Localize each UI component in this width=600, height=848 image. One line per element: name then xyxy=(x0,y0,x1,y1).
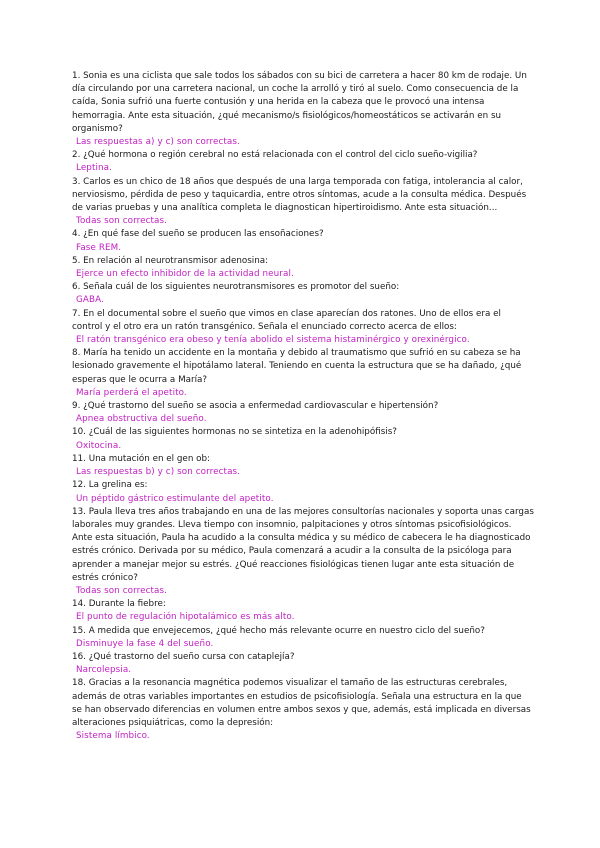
answer-text: Ejerce un efecto inhibidor de la actividad neural. xyxy=(76,269,294,280)
answer-text: Oxitocina. xyxy=(76,440,122,451)
question-text: 5. En relación al neurotransmisor adenosina: xyxy=(72,255,269,266)
question-text: 3. Carlos es un chico de 18 años que después de una larga temporada con fatiga, intolerancia al calor, nerviosismo, pérdida de peso y taquicardia, entre otros síntomas, acude a la consulta médica. Después de varias pruebas y una analítica completa le diagnostican hipertiroidismo. Ante esta situación... xyxy=(72,176,527,214)
question-text: 1. Sonia es una ciclista que sale todos los sábados con su bici de carretera a hacer 80 km de rodaje. Un día circulando por una carretera nacional, un coche la arrolló y tiró al suelo. Como consecuencia de la caída, Sonia sufrió una fuerte contusión y una herida en la cabeza que le provocó una intensa hemorragia. Ante esta situación, ¿qué mecanismo/s fisiológicos/homeostáticos se activarán en su organismo? xyxy=(72,71,527,134)
answer-text: Todas son correctas. xyxy=(76,585,168,596)
question-text: 4. ¿En qué fase del sueño se producen las ensoñaciones? xyxy=(72,229,324,240)
question-text: 10. ¿Cuál de las siguientes hormonas no se sintetiza en la adenohipófisis? xyxy=(72,427,397,438)
question-text: 14. Durante la fiebre: xyxy=(72,599,166,610)
question-text: 15. A medida que envejecemos, ¿qué hecho más relevante ocurre en nuestro ciclo del sueño? xyxy=(72,625,485,636)
question-text: 8. María ha tenido un accidente en la montaña y debido al traumatismo que sufrió en su cabeza se ha lesionado gravemente el hipotálamo lateral. Teniendo en cuenta la estructura que se ha dañado, ¿qué esperas que le ocurra a María? xyxy=(72,348,522,385)
answer-text: El ratón transgénico era obeso y tenía abolido el sistema histaminérgico y orexinérgico. xyxy=(76,335,470,346)
question-text: 13. Paula lleva tres años trabajando en una de las mejores consultorías nacionales y soporta unas cargas laborales muy grandes. Lleva tiempo con insomnio, palpitaciones y otros síntomas psicofisiológicos. Ante esta situación, Paula ha acudido a la consulta médica y su médico de cabecera le ha diagnosticado estrés crónico. Derivada por su médico, Paula comenzará a acudir a la consulta de la psicóloga para aprender a manejar mejor su estrés. ¿Qué reacciones fisiológicas tienen lugar ante esta situación de estrés crónico? xyxy=(72,506,534,583)
answer-text: Las respuestas a) y c) son correctas. xyxy=(76,137,240,148)
answer-text: Todas son correctas. xyxy=(76,216,168,227)
question-text: 9. ¿Qué trastorno del sueño se asocia a enfermedad cardiovascular e hipertensión? xyxy=(72,401,439,412)
answer-text: Narcolepsia. xyxy=(76,665,132,676)
question-text: 12. La grelina es: xyxy=(72,480,148,491)
answer-text: GABA. xyxy=(76,295,104,306)
answer-text: Apnea obstructiva del sueño. xyxy=(76,414,207,425)
answer-text: Un péptido gástrico estimulante del apetito. xyxy=(76,493,274,504)
answer-text: Las respuestas b) y c) son correctas. xyxy=(76,467,241,478)
answer-text: Disminuye la fase 4 del sueño. xyxy=(76,638,214,649)
question-text: 18. Gracias a la resonancia magnética podemos visualizar el tamaño de las estructuras cerebrales, además de otras variables importantes en estudios de psicofisiología. Señala una estructura en la que se han observado diferencias en volumen entre ambos sexos y que, además, está implicada en diversas alteraciones psiquiátricas, como la depresión: xyxy=(72,678,531,728)
answer-text: María perderá el apetito. xyxy=(76,387,187,398)
question-text: 16. ¿Qué trastorno del sueño cursa con cataplejía? xyxy=(72,651,295,662)
answer-text: El punto de regulación hipotalámico es más alto. xyxy=(76,612,295,623)
question-text: 7. En el documental sobre el sueño que vimos en clase aparecían dos ratones. Uno de ellos era el control y el otro era un ratón transgénico. Señala el enunciado correcto acerca de ellos: xyxy=(72,308,501,332)
question-text: 6. Señala cuál de los siguientes neurotransmisores es promotor del sueño: xyxy=(72,282,400,293)
answer-text: Fase REM. xyxy=(76,242,122,253)
question-list xyxy=(72,70,534,743)
question-text: 11. Una mutación en el gen ob: xyxy=(72,453,211,464)
question-text: 2. ¿Qué hormona o región cerebral no está relacionada con el control del ciclo sueño-vigilia? xyxy=(72,150,478,161)
answer-text: Leptina. xyxy=(76,163,113,174)
answer-text: Sistema límbico. xyxy=(76,731,150,742)
